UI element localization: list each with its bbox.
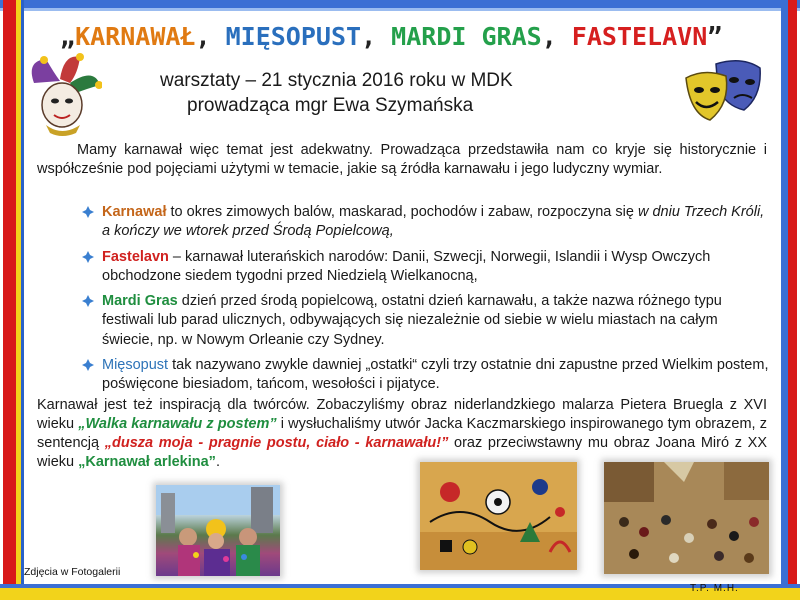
title-separator: , — [541, 22, 572, 51]
diamond-bullet-icon — [82, 359, 94, 371]
definition-text: dzień przed środą popielcową, ostatni dzień karnawału, a także nazwa różnego typu festiwali lub parad ulicznych, odbywających się niezależnie od siebie w wielu miastach na całym świecie, np. w Nowym Orleanie czy Sydney. — [102, 293, 722, 348]
list-item — [82, 356, 772, 395]
title-close-quote: ” — [707, 22, 723, 51]
subtitle-instructor: prowadząca mgr Ewa Szymańska — [187, 95, 474, 116]
list-item — [82, 248, 772, 287]
quote-miro-painting: „Karnawał arlekina” — [78, 454, 216, 470]
definition-text: to okres zimowych balów, maskarad, pochodów i zabaw, rozpoczyna się — [166, 204, 638, 220]
title-separator: , — [195, 22, 226, 51]
list-item — [82, 203, 772, 242]
subtitle-workshop-date: warsztaty – 21 stycznia 2016 roku w MDK — [160, 70, 513, 91]
title-word-fastelavn: FASTELAVN — [571, 22, 708, 51]
term-mardi-gras: Mardi Gras — [102, 293, 178, 310]
miro-harlequin-painting — [420, 462, 577, 570]
frame-right-blue-bar — [781, 0, 788, 600]
theatre-masks-icon — [682, 58, 764, 126]
frame-top-line — [0, 8, 800, 11]
bruegel-carnival-lent-painting — [604, 462, 769, 574]
miro-painting-illustration — [420, 462, 577, 570]
title-word-miesopust: MIĘSOPUST — [225, 22, 362, 51]
term-karnawal: Karnawał — [102, 204, 167, 220]
page-title — [60, 22, 780, 51]
photo-gallery-caption: Zdjęcia w Fotogalerii — [24, 566, 121, 578]
author-initials: T.P. M.H. — [690, 583, 739, 594]
list-item — [82, 292, 772, 350]
intro-paragraph: Mamy karnawał więc temat jest adekwatny. Prowadząca przedstawiła nam co kryje się historycznie i współcześnie pod pojęciami użytymi w temacie, jakie są źródła karnawału i jego ludyczny wymiar. — [37, 142, 767, 177]
title-word-mardi-gras: MARDI GRAS — [391, 22, 542, 51]
definition-italic: w dniu Trzech Króli, a kończy we wtorek przed Środą Popielcową, — [102, 204, 765, 240]
outro-text: i wysłuchaliśmy utwór Jacka Kaczmarskiego inspirowanego tym obrazem, z sentencją — [37, 416, 767, 451]
frame-top-border — [0, 0, 800, 8]
diamond-bullet-icon — [82, 206, 94, 218]
carnival-parade-illustration — [156, 485, 280, 576]
title-open-quote: „ — [60, 22, 76, 51]
frame-bottom-yellow-bar — [0, 588, 800, 600]
carnival-parade-photo — [156, 485, 280, 576]
title-word-karnawal: KARNAWAŁ — [75, 22, 196, 51]
outro-text: . — [215, 454, 220, 470]
frame-right-red-bar — [788, 0, 797, 600]
outro-text: oraz przeciwstawny mu obraz Joana Miró z XX wieku — [37, 435, 768, 470]
diamond-bullet-icon — [82, 251, 94, 263]
bruegel-painting-illustration — [604, 462, 769, 574]
outro-text: Karnawał jest też inspiracją dla twórców. Zobaczyliśmy obraz niderlandzkiego malarza Pietera Bruegla z XVI wieku — [37, 397, 767, 432]
quote-bruegel-painting: „Walka karnawału z postem” — [78, 416, 277, 432]
quote-kaczmarski-sentence: „dusza moja - pragnie postu, ciało - karnawału!” — [104, 435, 449, 451]
definition-text: – karnawał luterańskich narodów: Danii, Szwecji, Norwegii, Islandii i Wysp Owczych obchodzone siedem tygodni przed Niedzielą Wielkanocną, — [102, 248, 711, 284]
definition-text: tak nazywano zwykle dawniej „ostatki“ czyli trzy ostatnie dni zapustne przed Wielkim postem, poświęcone biesiadom, tańcom, wesołości i pijatyce. — [102, 357, 769, 393]
frame-left-red-bar — [3, 0, 16, 600]
definition-list — [82, 203, 772, 401]
jester-mask-icon — [24, 53, 102, 137]
outro-paragraph — [37, 396, 767, 472]
term-miesopust: Mięsopust — [102, 357, 169, 374]
diamond-bullet-icon — [82, 295, 94, 307]
term-fastelavn: Fastelavn — [102, 248, 169, 265]
title-separator: , — [361, 22, 392, 51]
